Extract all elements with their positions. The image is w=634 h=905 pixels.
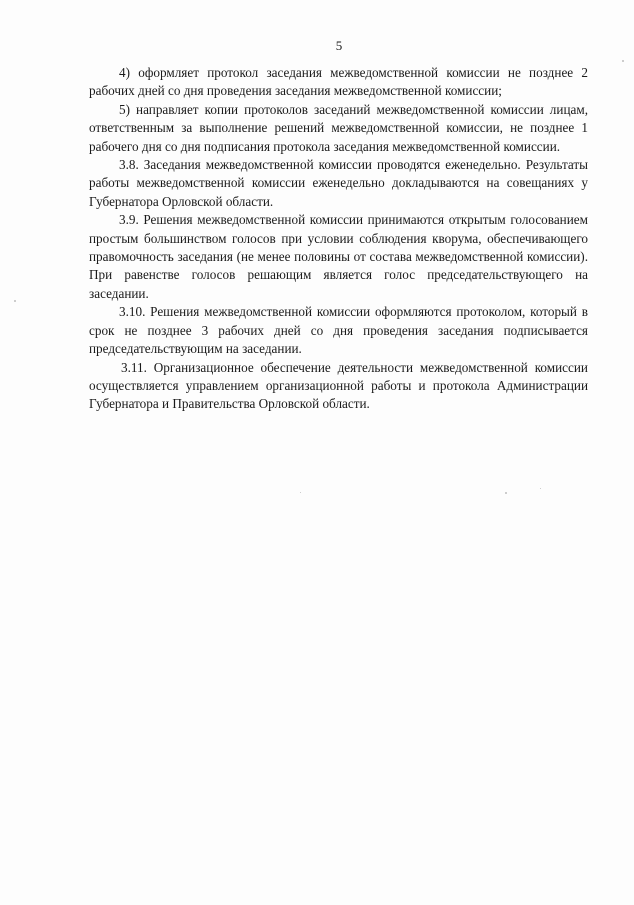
document-body [89, 64, 588, 414]
paragraph-3-8: 3.8. Заседания межведомственной комиссии проводятся еженедельно. Результаты работы межведомственной комиссии еженедельно докладываются на совещаниях у Губернатора Орловской области. [89, 157, 588, 209]
paragraph-3-10: 3.10. Решения межведомственной комиссии оформляются протоколом, который в срок не позднее 3 рабочих дней со дня проведения заседания подписывается председательствующим на заседании. [89, 304, 588, 357]
scan-speck [540, 488, 541, 489]
page-number: 5 [335, 38, 343, 53]
paragraph-item-5: 5) направляет копии протоколов заседаний межведомственной комиссии лицам, ответственным за выполнение решений межведомственной комиссии, не позднее 1 рабочего дня со дня подписания протокола заседания межведомственной комиссии. [89, 101, 588, 154]
paragraph-3-11: 3.11. Организационное обеспечение деятельности межведомственной комиссии осуществляется управлением организационной работы и протокола Администрации Губернатора и Правительства Орловской области. [89, 359, 588, 412]
scan-speck [300, 492, 301, 493]
paragraph-3-9: 3.9. Решения межведомственной комиссии принимаются открытым голосованием простым большинством голосов при условии соблюдения кворума, обеспечивающего правомочность заседания (не менее половины от состава межведомственной комиссии). При равенстве голосов решающим является голос председательствующего на заседании. [89, 212, 588, 301]
paragraph-item-4: 4) оформляет протокол заседания межведомственной комиссии не позднее 2 рабочих дней со дня проведения заседания межведомственной комиссии; [89, 65, 588, 99]
scan-speck [505, 492, 507, 494]
scan-speck [622, 60, 624, 62]
scan-speck [14, 300, 16, 302]
